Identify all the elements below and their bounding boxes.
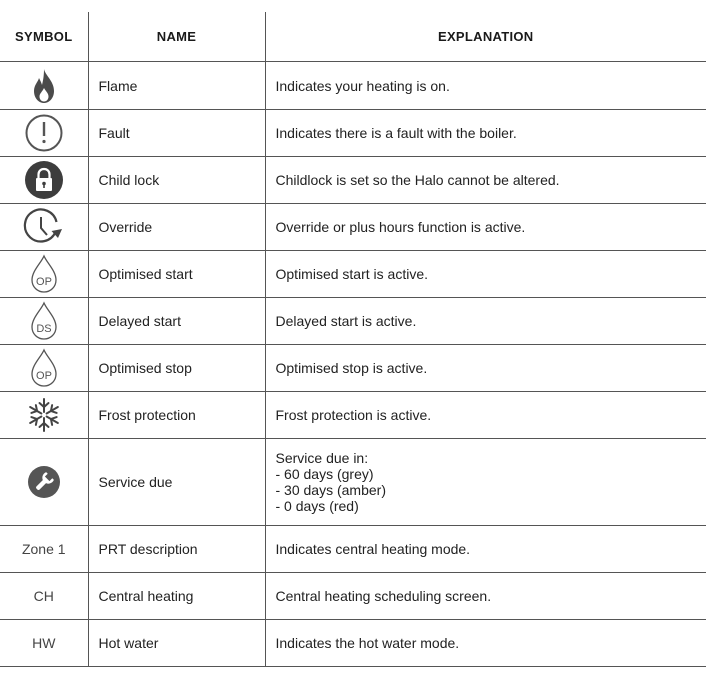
- symbol-cell: [0, 573, 88, 620]
- row-name: Delayed start: [88, 298, 265, 345]
- flame-icon: [29, 68, 59, 104]
- drop-icon-label: DS: [36, 323, 52, 335]
- row-explanation: [265, 439, 706, 526]
- header-name: NAME: [88, 12, 265, 62]
- row-explanation: Indicates your heating is on.: [265, 62, 706, 110]
- drop-icon-label: OP: [35, 370, 52, 382]
- table-row: [0, 110, 706, 157]
- table-row: [0, 345, 706, 392]
- table-header-row: [0, 12, 706, 62]
- table-row: [0, 204, 706, 251]
- table-row: [0, 298, 706, 345]
- row-explanation: Indicates central heating mode.: [265, 526, 706, 573]
- symbol-cell: [0, 110, 88, 157]
- table-row: [0, 392, 706, 439]
- explanation-line: Service due in:: [275, 450, 369, 466]
- drop-icon-label: OP: [35, 276, 52, 288]
- row-name: Optimised stop: [88, 345, 265, 392]
- lock-icon: [24, 160, 64, 200]
- row-explanation: Optimised start is active.: [265, 251, 706, 298]
- snowflake-icon: [25, 396, 63, 434]
- optimised-stop-icon: [29, 348, 59, 388]
- optimised-start-icon: [29, 254, 59, 294]
- header-symbol: SYMBOL: [0, 12, 88, 62]
- symbol-table: [0, 12, 706, 667]
- symbol-cell: [0, 62, 88, 110]
- symbol-cell: [0, 392, 88, 439]
- row-explanation: Indicates there is a fault with the boiler.: [265, 110, 706, 157]
- symbol-text: HW: [32, 635, 56, 651]
- row-explanation: Frost protection is active.: [265, 392, 706, 439]
- symbol-cell: [0, 345, 88, 392]
- row-name: Override: [88, 204, 265, 251]
- row-explanation: Delayed start is active.: [265, 298, 706, 345]
- override-clock-icon: [22, 207, 66, 247]
- row-name: PRT description: [88, 526, 265, 573]
- row-name: Frost protection: [88, 392, 265, 439]
- explanation-line: - 60 days (grey): [275, 466, 374, 482]
- symbol-cell: [0, 620, 88, 667]
- table-row: [0, 251, 706, 298]
- fault-icon: [24, 113, 64, 153]
- table-row: [0, 573, 706, 620]
- row-name: Hot water: [88, 620, 265, 667]
- table-row: [0, 620, 706, 667]
- table-row: [0, 439, 706, 526]
- row-name: Fault: [88, 110, 265, 157]
- row-explanation: Indicates the hot water mode.: [265, 620, 706, 667]
- wrench-icon: [27, 465, 61, 499]
- explanation-line: - 30 days (amber): [275, 482, 386, 498]
- symbol-text: CH: [33, 588, 54, 604]
- row-name: Optimised start: [88, 251, 265, 298]
- row-explanation: Childlock is set so the Halo cannot be altered.: [265, 157, 706, 204]
- delayed-start-icon: [29, 301, 59, 341]
- symbol-text: Zone 1: [21, 541, 66, 557]
- row-explanation: Central heating scheduling screen.: [265, 573, 706, 620]
- row-explanation: Optimised stop is active.: [265, 345, 706, 392]
- row-name: Child lock: [88, 157, 265, 204]
- symbol-cell: [0, 204, 88, 251]
- symbol-cell: [0, 251, 88, 298]
- row-name: Flame: [88, 62, 265, 110]
- table-row: [0, 157, 706, 204]
- symbol-cell: [0, 157, 88, 204]
- table-row: [0, 62, 706, 110]
- symbol-cell: [0, 298, 88, 345]
- explanation-line: - 0 days (red): [275, 498, 359, 514]
- symbol-cell: [0, 439, 88, 526]
- table-row: [0, 526, 706, 573]
- row-name: Central heating: [88, 573, 265, 620]
- row-explanation: Override or plus hours function is active.: [265, 204, 706, 251]
- symbol-cell: [0, 526, 88, 573]
- header-explanation: EXPLANATION: [265, 12, 706, 62]
- row-name: Service due: [88, 439, 265, 526]
